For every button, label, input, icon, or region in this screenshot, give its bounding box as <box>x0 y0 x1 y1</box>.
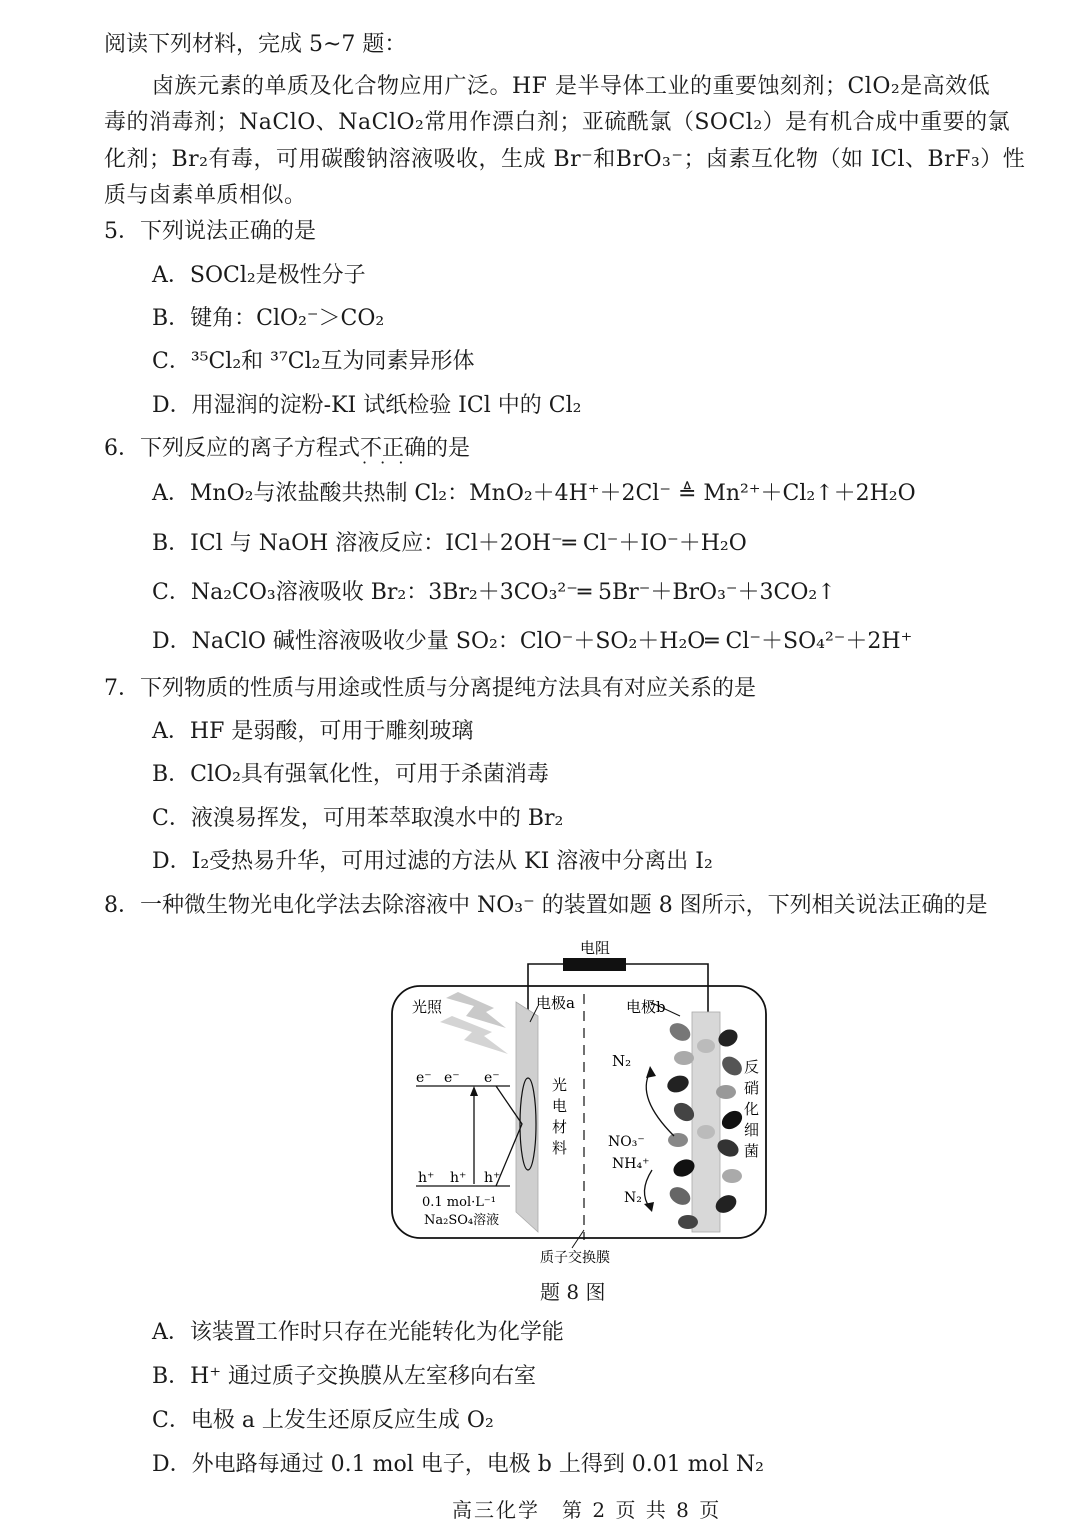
electrode-b-label: 电极b <box>626 998 666 1016</box>
q6-option-a: A．MnO₂与浓盐酸共热制 Cl₂：MnO₂＋4H⁺＋2Cl⁻ ≜ Mn²⁺＋Cl₂↑＋2H₂O <box>152 481 916 506</box>
membrane-label: 质子交换膜 <box>540 1250 610 1266</box>
q5-option-d: D．用湿润的淀粉-KI 试纸检验 ICl 中的 Cl₂ <box>152 393 582 418</box>
n2-top-label: N₂ <box>612 1052 632 1070</box>
bacteria-label-ch-4: 细 <box>744 1121 760 1139</box>
electrode-a-label: 电极a <box>536 994 575 1012</box>
nh4-to-n2-arrowhead <box>644 1202 654 1212</box>
q6-stem <box>104 434 470 464</box>
membrane-pointer <box>572 1230 584 1248</box>
hole-1: h⁺ <box>418 1170 435 1186</box>
n2-bottom-label: N₂ <box>624 1190 642 1206</box>
q5-option-c: C．³⁵Cl₂和 ³⁷Cl₂互为同素异形体 <box>152 349 475 374</box>
q5-stem: 5．下列说法正确的是 <box>104 219 316 244</box>
page-footer: 高三化学 第 2 页 共 8 页 <box>452 1498 722 1522</box>
q8-option-d: D．外电路每通过 0.1 mol 电子，电极 b 上得到 0.01 mol N₂ <box>152 1452 764 1477</box>
section-intro: 阅读下列材料，完成 5~7 题： <box>104 32 407 57</box>
q7-option-d: D．I₂受热易升华，可用过滤的方法从 KI 溶液中分离出 I₂ <box>152 849 713 874</box>
nh4-label: NH₄⁺ <box>612 1156 650 1172</box>
hole-2: h⁺ <box>450 1170 467 1186</box>
material-label-ch-1: 光 <box>552 1076 568 1094</box>
q6-stem-prefix: 6．下列反应的离子方程式 <box>104 436 360 461</box>
q8-stem: 8．一种微生物光电化学法去除溶液中 NO₃⁻ 的装置如题 8 图所示，下列相关说法正确的是 <box>104 893 988 918</box>
material-label <box>552 1076 572 1157</box>
resistor <box>563 958 626 971</box>
q7-stem: 7．下列物质的性质与用途或性质与分离提纯方法具有对应关系的是 <box>104 676 756 701</box>
q6-stem-emphasis: 不正确 · · · <box>360 434 426 464</box>
q5-option-a: A．SOCl₂是极性分子 <box>152 263 366 288</box>
material-line-2: 毒的消毒剂；NaClO、NaClO₂常用作漂白剂；亚硫酰氯（SOCl₂）是有机合成中重要的氯 <box>104 110 1011 135</box>
material-label-ch-3: 材 <box>552 1118 568 1136</box>
electrode-a <box>516 1002 538 1232</box>
light-label: 光照 <box>412 998 443 1016</box>
q7-option-b: B．ClO₂具有强氧化性，可用于杀菌消毒 <box>152 762 549 787</box>
q6-option-b: B．ICl 与 NaOH 溶液反应：ICl＋2OH⁻═ Cl⁻＋IO⁻＋H₂O <box>152 531 747 556</box>
bacteria-label-ch-2: 硝 <box>744 1079 760 1097</box>
q7-option-a: A．HF 是弱酸，可用于雕刻玻璃 <box>152 719 474 744</box>
q6-stem-suffix: 的是 <box>426 436 471 461</box>
q6-option-c: C．Na₂CO₃溶液吸收 Br₂：3Br₂＋3CO₃²⁻═ 5Br⁻＋BrO₃⁻＋3CO₂↑ <box>152 580 836 605</box>
resistor-label: 电阻 <box>580 939 611 957</box>
electron-2: e⁻ <box>444 1070 460 1086</box>
hole-3: h⁺ <box>484 1170 501 1186</box>
q8-option-b: B．H⁺ 通过质子交换膜从左室移向右室 <box>152 1364 536 1389</box>
q8-option-c: C．电极 a 上发生还原反应生成 O₂ <box>152 1408 494 1433</box>
q8-option-a: A．该装置工作时只存在光能转化为化学能 <box>152 1320 564 1345</box>
q5-option-b: B．键角：ClO₂⁻＞CO₂ <box>152 306 385 331</box>
bacteria-label <box>744 1058 764 1160</box>
no3-to-n2-arrowhead <box>646 1066 656 1078</box>
material-line-4: 质与卤素单质相似。 <box>104 183 307 208</box>
q6-option-d: D．NaClO 碱性溶液吸收少量 SO₂：ClO⁻＋SO₂＋H₂O═ Cl⁻＋SO₄²⁻＋2H⁺ <box>152 629 913 654</box>
electrolyte-label: Na₂SO₄溶液 <box>424 1213 500 1228</box>
bacteria-label-ch-5: 菌 <box>744 1142 760 1160</box>
electron-3: e⁻ <box>484 1070 500 1086</box>
material-label-ch-2: 电 <box>552 1097 568 1115</box>
excitation-arrowhead <box>470 1086 478 1096</box>
figure-8-apparatus <box>388 936 772 1266</box>
material-line-3: 化剂；Br₂有毒，可用碳酸钠溶液吸收，生成 Br⁻和BrO₃⁻；卤素互化物（如 ICl、BrF₃）性 <box>104 147 1026 172</box>
q7-option-c: C．液溴易挥发，可用苯萃取溴水中的 Br₂ <box>152 806 564 831</box>
nh4-to-n2-arrow <box>644 1170 652 1208</box>
no3-label: NO₃⁻ <box>608 1134 645 1150</box>
bacteria-label-ch-1: 反 <box>744 1058 760 1076</box>
electrolyte-concentration: 0.1 mol·L⁻¹ <box>422 1195 496 1210</box>
electron-1: e⁻ <box>416 1070 432 1086</box>
bacteria-label-ch-3: 化 <box>744 1100 760 1118</box>
figure-caption: 题 8 图 <box>540 1280 606 1304</box>
material-line-1: 卤族元素的单质及化合物应用广泛。HF 是半导体工业的重要蚀刻剂；ClO₂是高效低 <box>152 74 991 99</box>
material-label-ch-4: 料 <box>552 1139 568 1157</box>
